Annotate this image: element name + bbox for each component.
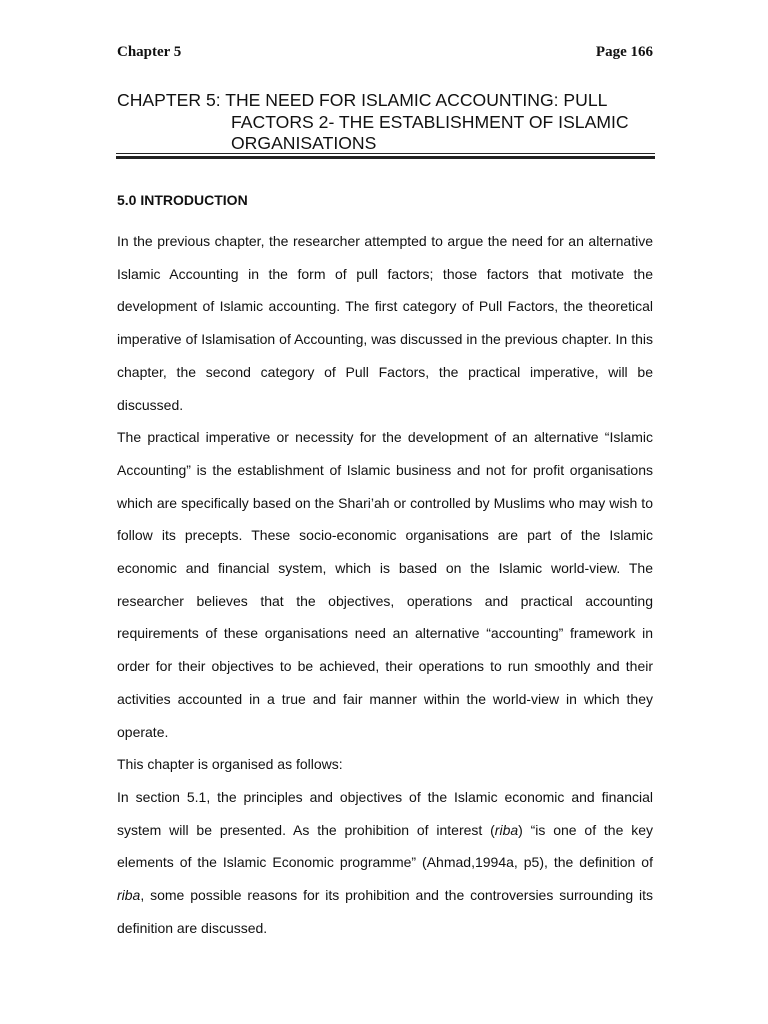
paragraph-2: The practical imperative or necessity for the development of an alternative “Islamic Accounting” is the establishment of Islamic business and not for profit organisations which are specifically based on the Shari’ah or controlled by Muslims who may wish to follow its precepts. These socio-economic organisations are part of the Islamic economic and financial system, which is based on the Islamic world-view. The researcher believes that the objectives, operations and practical accounting requirements of these organisations need an alternative “accounting” framework in order for their objectives to be achieved, their operations to run smoothly and their activities accounted in a true and fair manner within the world-view in which they operate. [117,429,653,740]
running-header-page-number: Page 166 [595,44,653,60]
running-header [117,44,653,66]
riba-term: riba [494,821,519,838]
title-rule-thick [116,156,655,159]
paragraph-4 [117,781,653,945]
paragraph-4-part-3: , some possible reasons for its prohibition and the controversies surrounding its definition are discussed. [117,887,653,936]
paragraph-3: This chapter is organised as follows: [117,756,343,773]
riba-term: riba [117,887,141,904]
running-header-chapter: Chapter 5 [117,44,182,60]
title-rule-thin [116,153,655,154]
chapter-title-line-2: FACTORS 2- THE ESTABLISHMENT OF ISLAMIC [231,111,629,132]
paragraph-4-part-1: In section 5.1, the principles and objectives of the Islamic economic and financial system will be presented. As the prohibition of interest ( [117,788,653,838]
paragraph-1: In the previous chapter, the researcher attempted to argue the need for an alternative Islamic Accounting in the form of pull factors; those factors that motivate the development of Islamic accounting. The first category of Pull Factors, the theoretical imperative of Islamisation of Accounting, was discussed in the previous chapter. In this chapter, the second category of Pull Factors, the practical imperative, will be discussed. [117,233,653,413]
paragraph-4-part-2: ) “is one of the key elements of the Islamic Economic programme” (Ahmad,1994a, p5), the definition of [117,821,653,871]
chapter-title-line-3: ORGANISATIONS [231,133,377,153]
body-text [117,225,653,944]
chapter-title-line-1: CHAPTER 5: THE NEED FOR ISLAMIC ACCOUNTING: PULL [117,90,608,110]
chapter-title [117,90,657,155]
section-heading: 5.0 INTRODUCTION [117,192,248,208]
